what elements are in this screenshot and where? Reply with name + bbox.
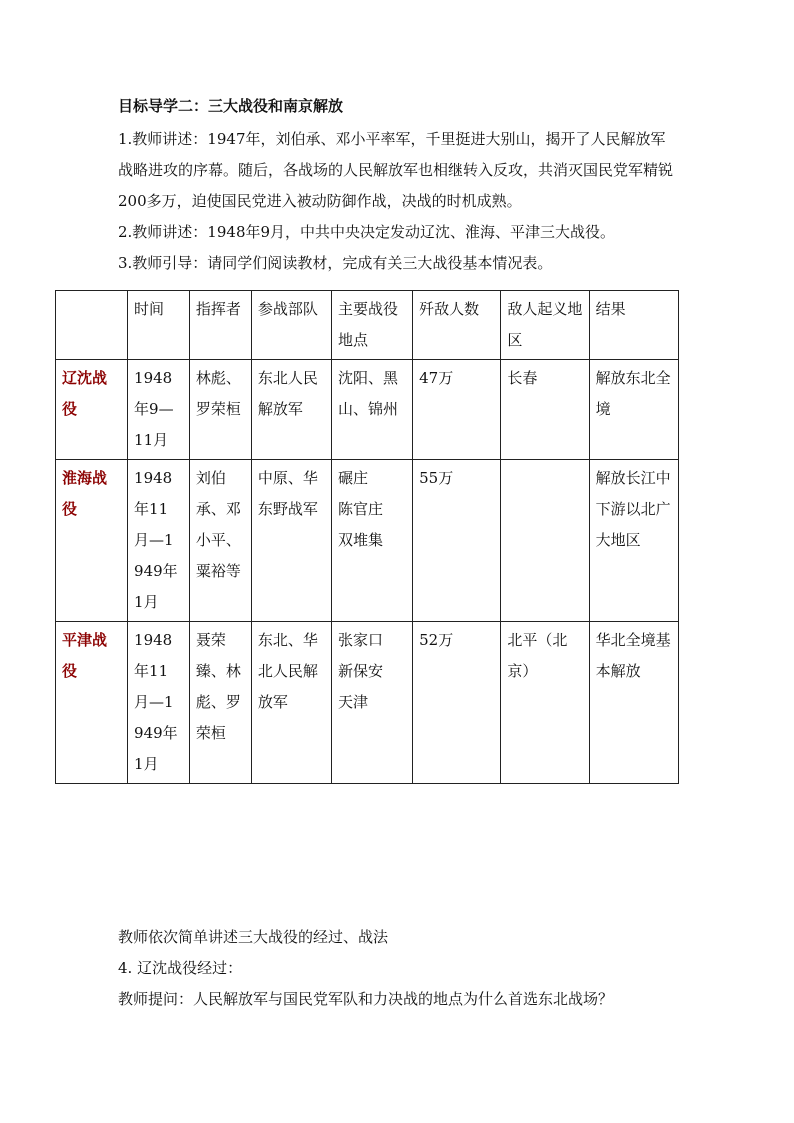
battle-commanders: 刘伯承、邓小平、粟裕等 xyxy=(189,460,251,622)
battle-name: 淮海战役 xyxy=(56,460,128,622)
battle-name: 平津战役 xyxy=(56,622,128,784)
battles-table xyxy=(55,290,679,784)
battle-time: 1948年9—11月 xyxy=(128,360,190,460)
header-cell-casualties: 歼敌人数 xyxy=(413,291,501,360)
table-row xyxy=(56,360,679,460)
battle-uprising xyxy=(501,460,589,622)
header-cell-uprising: 敌人起义地区 xyxy=(501,291,589,360)
paragraph-1: 1.教师讲述：1947年，刘伯承、邓小平率军，千里挺进大别山，揭开了人民解放军战略进攻的序幕。随后，各战场的人民解放军也相继转入反攻，共消灭国民党军精锐200多万，迫使国民党进入被动防御作战，决战的时机成熟。 xyxy=(118,130,674,210)
battle-result: 解放长江中下游以北广大地区 xyxy=(589,460,678,622)
battle-result: 华北全境基本解放 xyxy=(589,622,678,784)
battle-commanders: 林彪、罗荣桓 xyxy=(189,360,251,460)
place-item: 天津 xyxy=(337,693,368,711)
paragraph-liaoshen: 4. 辽沈战役经过： xyxy=(118,959,243,977)
battle-name: 辽沈战役 xyxy=(56,360,128,460)
battle-troops: 中原、华东野战军 xyxy=(251,460,331,622)
section-heading: 目标导学二：三大战役和南京解放 xyxy=(118,97,344,115)
battle-commanders: 聂荣臻、林彪、罗荣桓 xyxy=(189,622,251,784)
place-item: 新保安 xyxy=(337,662,383,680)
battle-result: 解放东北全境 xyxy=(589,360,678,460)
header-cell-time: 时间 xyxy=(128,291,190,360)
table-row xyxy=(56,622,679,784)
battle-casualties: 47万 xyxy=(413,360,501,460)
paragraph-overview: 教师依次简单讲述三大战役的经过、战法 xyxy=(118,928,389,946)
header-cell-commanders: 指挥者 xyxy=(189,291,251,360)
battle-uprising: 长春 xyxy=(501,360,589,460)
paragraph-question: 教师提问：人民解放军与国民党军队和力决战的地点为什么首选东北战场？ xyxy=(118,990,614,1008)
battle-places xyxy=(331,622,412,784)
place-item: 陈官庄 xyxy=(337,500,383,518)
place-item: 碾庄 xyxy=(337,469,368,487)
battle-time: 1948年11月—1949年1月 xyxy=(128,622,190,784)
header-cell-troops: 参战部队 xyxy=(251,291,331,360)
battle-places xyxy=(331,360,412,460)
table-row xyxy=(56,460,679,622)
paragraph-2: 2.教师讲述：1948年9月，中共中央决定发动辽沈、淮海、平津三大战役。 xyxy=(118,223,616,241)
place-item: 双堆集 xyxy=(337,531,383,549)
lesson-section xyxy=(118,96,678,279)
battle-troops: 东北人民解放军 xyxy=(251,360,331,460)
battle-casualties: 52万 xyxy=(413,622,501,784)
battle-places xyxy=(331,460,412,622)
battle-troops: 东北、华北人民解放军 xyxy=(251,622,331,784)
place-item: 沈阳、黑山、锦州 xyxy=(337,369,398,418)
header-cell-places: 主要战役地点 xyxy=(331,291,412,360)
follow-up-section xyxy=(118,922,678,1015)
header-cell-result: 结果 xyxy=(589,291,678,360)
battle-time: 1948年11月—1949年1月 xyxy=(128,460,190,622)
table-header-row xyxy=(56,291,679,360)
battle-uprising: 北平（北京） xyxy=(501,622,589,784)
battle-casualties: 55万 xyxy=(413,460,501,622)
header-cell-blank xyxy=(56,291,128,360)
place-item: 张家口 xyxy=(337,631,383,649)
paragraph-3: 3.教师引导：请同学们阅读教材，完成有关三大战役基本情况表。 xyxy=(118,254,553,272)
